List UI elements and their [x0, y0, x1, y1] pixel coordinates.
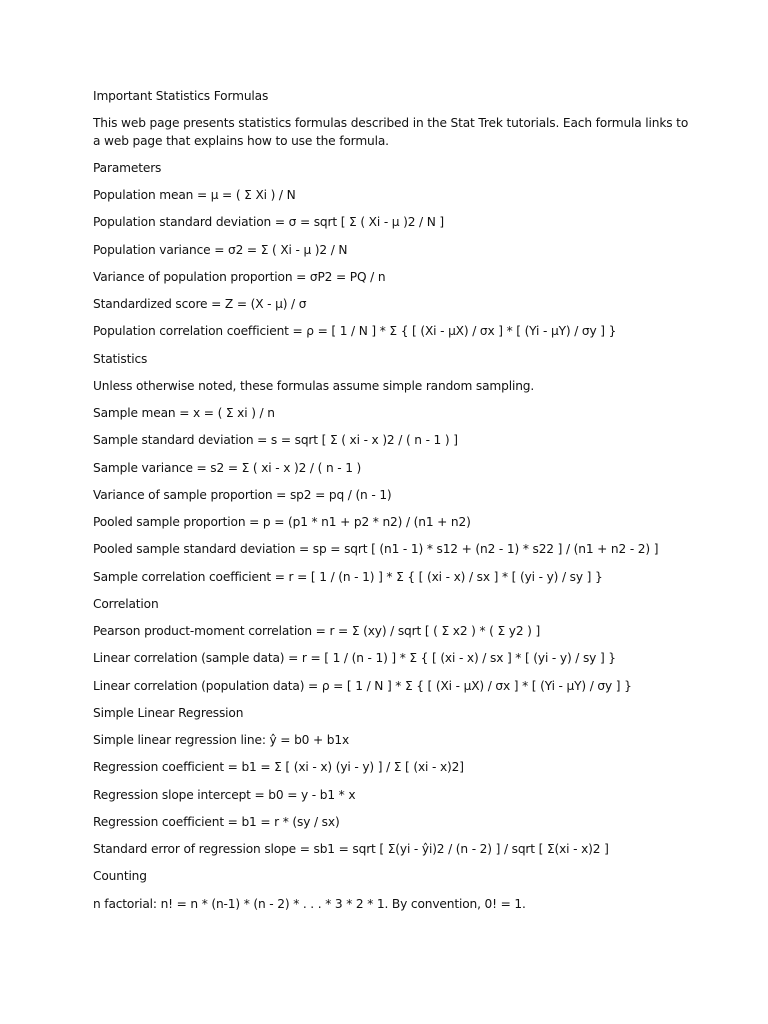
formula-pearson-correlation: Pearson product-moment correlation = r = Σ (xy) / sqrt [ ( Σ x2 ) * ( Σ y2 ) ] [93, 624, 541, 638]
section-heading-statistics: Statistics [93, 351, 148, 366]
section-heading-regression: Simple Linear Regression [93, 705, 244, 720]
formula-linear-correlation-population: Linear correlation (population data) = ρ = [ 1 / N ] * Σ { [ (Xi - μX) / σx ] * [ (Yi - μY) / σy ] } [93, 678, 632, 693]
formula-regression-coefficient-sum: Regression coefficient = b1 = Σ [ (xi - x) (yi - y) ] / Σ [ (xi - x)2] [93, 760, 464, 775]
document-page [93, 88, 693, 923]
formula-sample-mean: Sample mean = x = ( Σ xi ) / n [93, 406, 275, 420]
section-heading-correlation: Correlation [93, 596, 159, 611]
section-heading-counting: Counting [93, 869, 147, 884]
formula-factorial: n factorial: n! = n * (n-1) * (n - 2) * . . . * 3 * 2 * 1. By convention, 0! = 1. [93, 896, 526, 911]
formula-regression-line: Simple linear regression line: ŷ = b0 + b1x [93, 733, 350, 747]
formula-sample-correlation: Sample correlation coefficient = r = [ 1 / (n - 1) ] * Σ { [ (xi - x) / sx ] * [ (yi - y) / sy ] } [93, 569, 603, 584]
formula-linear-correlation-sample: Linear correlation (sample data) = r = [ 1 / (n - 1) ] * Σ { [ (xi - x) / sx ] * [ (yi - y) / sy ] } [93, 651, 616, 666]
formula-population-variance: Population variance = σ2 = Σ ( Xi - μ )2 / N [93, 242, 348, 257]
formula-sample-std-dev: Sample standard deviation = s = sqrt [ Σ ( xi - x )2 / ( n - 1 ) ] [93, 433, 458, 448]
formula-sample-proportion-variance: Variance of sample proportion = sp2 = pq / (n - 1) [93, 487, 392, 502]
intro-paragraph [93, 115, 689, 150]
document-title: Important Statistics Formulas [93, 89, 269, 103]
formula-population-mean: Population mean = μ = ( Σ Xi ) / N [93, 188, 296, 202]
formula-pooled-proportion: Pooled sample proportion = p = (p1 * n1 + p2 * n2) / (n1 + n2) [93, 515, 471, 529]
formula-population-proportion-variance: Variance of population proportion = σP2 = PQ / n [93, 269, 386, 284]
formula-regression-coefficient-r: Regression coefficient = b1 = r * (sy / sx) [93, 814, 340, 829]
statistics-note: Unless otherwise noted, these formulas assume simple random sampling. [93, 378, 535, 393]
intro-line-1: This web page presents statistics formulas described in the Stat Trek tutorials. Each formula links to [93, 116, 689, 131]
formula-pooled-std-dev: Pooled sample standard deviation = sp = sqrt [ (n1 - 1) * s12 + (n2 - 1) * s22 ] / (n1 + n2 - 2) ] [93, 542, 659, 557]
section-heading-parameters: Parameters [93, 160, 162, 175]
formula-regression-slope-std-error: Standard error of regression slope = sb1 = sqrt [ Σ(yi - ŷi)2 / (n - 2) ] / sqrt [ Σ(xi - x)2 ] [93, 842, 609, 856]
formula-sample-variance: Sample variance = s2 = Σ ( xi - x )2 / ( n - 1 ) [93, 460, 362, 475]
formula-regression-intercept: Regression slope intercept = b0 = y - b1 * x [93, 787, 356, 802]
intro-line-2: a web page that explains how to use the formula. [93, 133, 389, 148]
formula-standardized-score: Standardized score = Z = (X - μ) / σ [93, 297, 307, 311]
formula-population-correlation: Population correlation coefficient = ρ = [ 1 / N ] * Σ { [ (Xi - μX) / σx ] * [ (Yi - μY) / σy ] } [93, 324, 617, 339]
formula-population-std-dev: Population standard deviation = σ = sqrt [ Σ ( Xi - μ )2 / N ] [93, 215, 445, 230]
